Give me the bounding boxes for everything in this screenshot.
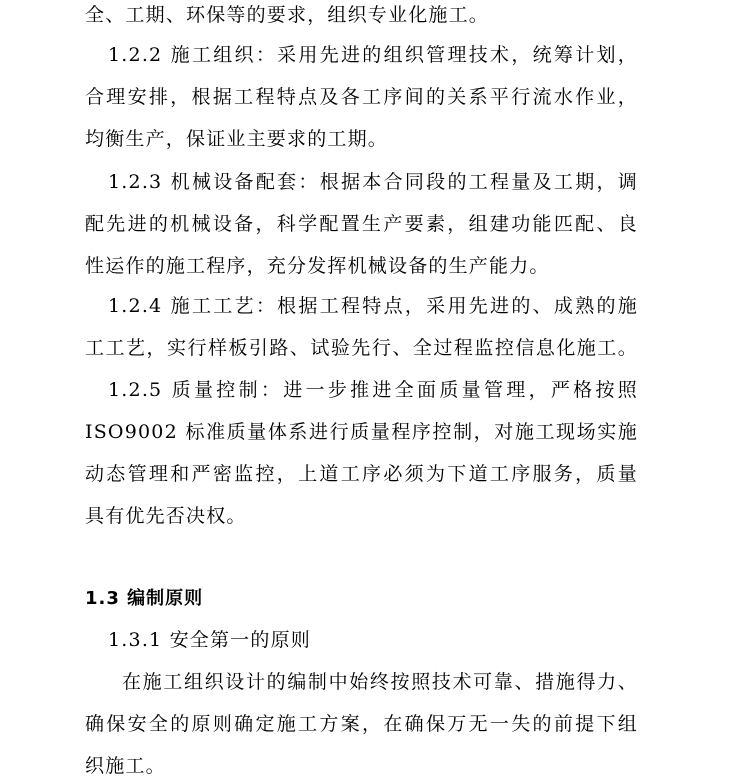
text-line-1: 全、工期、环保等的要求，组织专业化施工。 [85,4,490,26]
text-line-2: 1.2.2 施工组织：采用先进的组织管理技术，统筹计划， [108,44,638,66]
para-line-3: 织施工。 [85,755,166,777]
text-line-9: 工工艺，实行样板引路、试验先行、全过程监控信息化施工。 [85,337,638,359]
text-line-12: 动态管理和严密监控，上道工序必须为下道工序服务，质量 [85,463,638,485]
text-line-7: 性运作的施工程序，充分发挥机械设备的生产能力。 [85,255,550,277]
para-line-1: 在施工组织设计的编制中始终按照技术可靠、措施得力、 [122,671,638,693]
text-line-13: 具有优先否决权。 [85,505,247,527]
text-line-8: 1.2.4 施工工艺：根据工程特点，采用先进的、成熟的施 [108,295,638,317]
text-line-10: 1.2.5 质量控制：进一步推进全面质量管理，严格按照 [108,379,638,401]
subsection-heading: 1.3.1 安全第一的原则 [108,629,311,651]
text-line-6: 配先进的机械设备，科学配置生产要素，组建功能匹配、良 [85,213,638,235]
text-line-4: 均衡生产，保证业主要求的工期。 [85,128,389,150]
section-heading: 1.3 编制原则 [85,588,204,609]
text-line-5: 1.2.3 机械设备配套：根据本合同段的工程量及工期，调 [108,171,638,193]
text-line-11: ISO9002 标准质量体系进行质量程序控制，对施工现场实施 [85,421,638,443]
text-line-3: 合理安排，根据工程特点及各工序间的关系平行流水作业， [85,86,638,108]
para-line-2: 确保安全的原则确定施工方案，在确保万无一失的前提下组 [85,713,638,735]
